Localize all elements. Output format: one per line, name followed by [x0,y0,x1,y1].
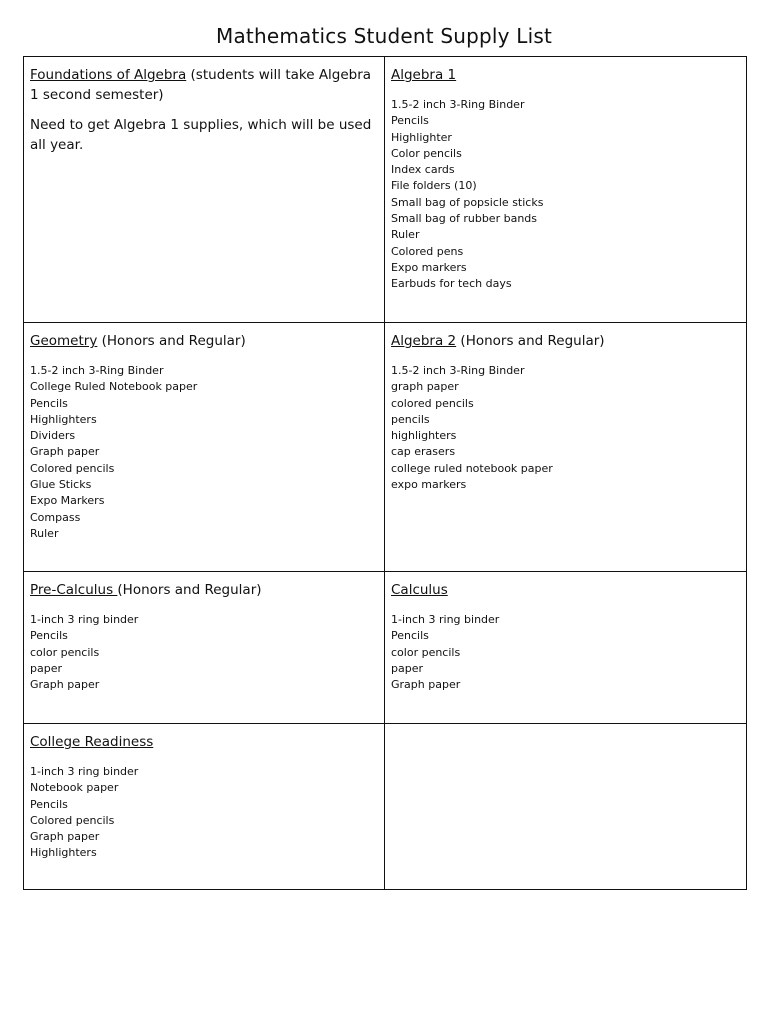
course-note: Need to get Algebra 1 supplies, which will be used all year. [30,117,372,153]
course-qualifier: (students will take Algebra 1 second semester) [30,67,372,103]
course-heading [391,331,740,351]
supply-item: color pencils [391,645,461,659]
supply-list [30,764,378,862]
course-name: Geometry [30,333,98,349]
supply-item: graph paper [391,380,459,394]
course-heading [391,580,740,600]
supply-table [23,56,747,890]
supply-item: pencils [391,412,430,426]
supply-item: paper [391,661,423,675]
supply-list [391,363,740,493]
supply-item: Expo markers [391,260,467,274]
supply-item: Notebook paper [30,781,119,795]
cell-calculus [385,572,747,724]
course-qualifier: (Honors and Regular) [97,333,246,349]
course-qualifier: (Honors and Regular) [456,333,605,349]
page-title: Mathematics Student Supply List [215,24,552,48]
course-qualifier: (Honors and Regular) [117,582,262,598]
supply-list [30,363,378,542]
cell-algebra-2 [385,323,747,572]
supply-item: Colored pens [391,244,464,258]
course-name: Pre-Calculus [30,582,118,598]
course-heading [30,580,378,600]
supply-item: Ruler [30,526,59,540]
supply-item: Dividers [30,429,76,443]
cell-pre-calculus [24,572,385,724]
course-name: College Readiness [30,734,154,750]
supply-item: Color pencils [391,146,462,160]
course-name: Calculus [391,582,448,598]
supply-item: Expo Markers [30,494,105,508]
supply-list [391,612,740,693]
supply-item: Small bag of rubber bands [391,212,538,226]
supply-item: Pencils [30,629,68,643]
supply-list [30,612,378,693]
supply-item: Colored pencils [30,461,115,475]
supply-item: college ruled notebook paper [391,461,553,475]
cell-foundations-of-algebra [24,57,385,323]
supply-item: Graph paper [30,678,100,692]
course-name: Foundations of Algebra [30,67,187,83]
supply-item: Graph paper [30,445,100,459]
supply-item: 1-inch 3 ring binder [391,613,500,626]
supply-item: Graph paper [391,678,461,692]
course-heading [30,331,378,351]
supply-list [391,97,740,293]
supply-item: Compass [30,510,81,524]
cell-algebra-1 [385,57,747,323]
supply-item: Glue Sticks [30,478,92,492]
course-name: Algebra 1 [391,67,457,83]
supply-item: Index cards [391,163,455,177]
supply-item: Colored pencils [30,813,115,827]
supply-item: expo markers [391,478,467,492]
supply-item: Pencils [30,396,68,410]
supply-item: Highlighters [30,412,97,426]
course-heading [30,732,378,752]
supply-item: 1.5-2 inch 3-Ring Binder [391,98,525,111]
supply-item: Pencils [30,797,68,811]
supply-item: Pencils [391,629,429,643]
course-heading [391,65,740,85]
supply-item: File folders (10) [391,179,477,193]
supply-item: Ruler [391,228,420,242]
supply-item: Earbuds for tech days [391,277,512,291]
supply-item: 1.5-2 inch 3-Ring Binder [30,364,164,377]
course-name: Algebra 2 [391,333,457,349]
course-heading [30,65,378,105]
supply-item: 1.5-2 inch 3-Ring Binder [391,364,525,377]
supply-item: color pencils [30,645,100,659]
cell-geometry [24,323,385,572]
supply-item: paper [30,661,62,675]
supply-item: College Ruled Notebook paper [30,380,198,394]
supply-item: 1-inch 3 ring binder [30,765,139,778]
supply-item: Small bag of popsicle sticks [391,195,544,209]
supply-item: Highlighters [30,846,97,860]
supply-item: colored pencils [391,396,474,410]
supply-item: Highlighter [391,130,452,144]
supply-item: highlighters [391,429,457,443]
supply-item: Graph paper [30,830,100,844]
supply-item: cap erasers [391,445,456,459]
supply-item: 1-inch 3 ring binder [30,613,139,626]
cell-empty [385,724,747,890]
supply-item: Pencils [391,114,429,128]
cell-college-readiness [24,724,385,890]
